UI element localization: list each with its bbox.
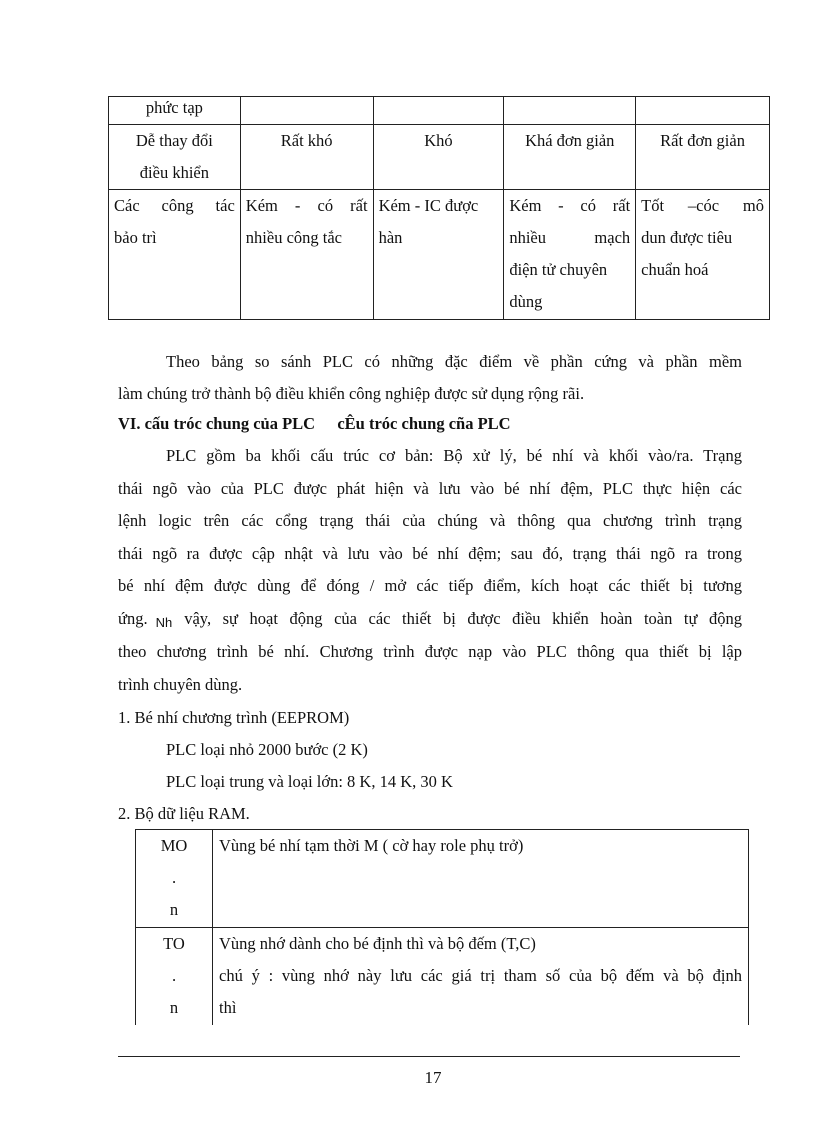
paragraph-intro — [118, 346, 742, 410]
text-line: PLC gồm ba khối cấu trúc cơ bản: Bộ xử lý, bé nhí và khối vào/ra. Trạng — [166, 446, 742, 465]
table-cell — [240, 190, 373, 320]
section-title: 1. Bé nhí chương trình (EEPROM) — [118, 708, 350, 727]
text-fragment: vậy, sự hoạt động của các thiết bị được điều khiển hoàn toàn tự động — [184, 608, 742, 628]
section-program-memory — [118, 702, 453, 798]
list-item: PLC loại nhỏ 2000 bước (2 K) — [166, 740, 368, 759]
table-cell — [240, 97, 373, 125]
page-number: 17 — [424, 1068, 442, 1087]
cell-line: TO — [163, 934, 185, 953]
cell-line: nhiều mạch — [509, 228, 631, 247]
text-line — [118, 603, 742, 637]
cell-line: Kém - có rất — [509, 196, 631, 215]
table-row — [109, 125, 770, 190]
cell-line: n — [169, 900, 179, 919]
table-row-label — [109, 190, 241, 320]
cell-line: Dễ thay đổi — [135, 131, 213, 150]
cell-line: MO — [160, 836, 188, 855]
cell-line: Kém - có rất — [245, 196, 368, 215]
text-line: thái ngõ vào của PLC được phát hiện và lưu vào bé nhí đệm, PLC thực hiện các — [118, 478, 742, 498]
cell-line: . — [171, 966, 177, 985]
section-heading — [118, 411, 511, 437]
cell-line: bảo trì — [114, 228, 157, 247]
ram-code-cell — [136, 928, 213, 1026]
text-line: trình chuyên dùng. — [118, 674, 243, 694]
text-line: làm chúng trở thành bộ điều khiển công nghiệp được sử dụng rộng rãi. — [118, 384, 585, 403]
table-row — [109, 190, 770, 320]
table-row — [136, 830, 749, 928]
table-cell — [373, 190, 504, 320]
ram-table-wrapper — [135, 829, 749, 1025]
text-line: theo chương trình bé nhí. Chương trình được nạp vào PLC thông qua thiết bị lập — [118, 642, 742, 661]
table-cell: Rất đơn giản — [636, 125, 770, 190]
table-row — [136, 928, 749, 1026]
cell-line: điện tử chuyên — [509, 260, 608, 279]
text-line: Theo bảng so sánh PLC có những đặc điểm về phần cứng và phần mềm — [166, 352, 742, 371]
cell-line: Kém - IC được — [378, 196, 479, 215]
ram-code-cell — [136, 830, 213, 928]
text-line: lệnh logic trên các cổng trạng thái của chúng và thông qua chương trình trạng — [118, 511, 742, 530]
list-item: PLC loại trung và loại lớn: 8 K, 14 K, 30 K — [166, 772, 453, 791]
table-cell: phức tạp — [109, 97, 241, 125]
cell-line: điều khiển — [139, 163, 209, 182]
table-cell — [504, 97, 636, 125]
ram-table — [135, 829, 749, 1025]
comparison-table — [108, 96, 770, 320]
table-row-label — [109, 125, 241, 190]
cell-line: chuẩn hoá — [641, 260, 709, 279]
text-line: thái ngõ ra được cập nhật và lưu vào bé nhí đệm; sau đó, trạng thái ngõ ra trong — [118, 543, 742, 563]
text-fragment: Nh — [155, 614, 173, 630]
ram-desc-cell — [213, 928, 749, 1026]
table-cell — [504, 190, 636, 320]
table-cell: Khá đơn giản — [504, 125, 636, 190]
cell-line: hàn — [378, 228, 403, 247]
heading-text: VI. cấu tróc chung của PLC — [118, 414, 316, 433]
text-fragment: ứng. — [118, 608, 148, 628]
cell-line: n — [169, 998, 179, 1017]
cell-line: nhiều công tắc — [245, 228, 342, 247]
cell-line: thì — [219, 998, 237, 1017]
table-cell: Rất khó — [240, 125, 373, 190]
cell-line: Vùng nhớ dành cho bé định thì và bộ đếm (T,C) — [219, 934, 536, 953]
section-ram-title: 2. Bộ dữ liệu RAM. — [118, 804, 250, 823]
text-line: bé nhí đệm được dùng để đóng / mở các tiếp điểm, kích hoạt các thiết bị tương — [118, 576, 742, 595]
footer-rule — [118, 1056, 740, 1057]
table-row — [109, 97, 770, 125]
cell-line: Các công tác — [114, 196, 235, 215]
table-cell: Khó — [373, 125, 504, 190]
paragraph-structure — [118, 440, 742, 701]
cell-line: Vùng bé nhí tạm thời M ( cờ hay role phụ trở) — [219, 836, 524, 855]
cell-line: dùng — [509, 292, 543, 311]
table-cell — [636, 190, 770, 320]
table-cell — [373, 97, 504, 125]
ram-desc-cell — [213, 830, 749, 928]
cell-line: chú ý : vùng nhớ này lưu các giá trị tham số của bộ đếm và bộ định — [219, 966, 742, 985]
cell-line: . — [171, 868, 177, 887]
cell-line: Tốt –cóc mô — [641, 196, 764, 215]
cell-line: dun được tiêu — [641, 228, 733, 247]
heading-duplicate-text: cÊu tróc chung cña PLC — [337, 414, 511, 433]
table-cell — [636, 97, 770, 125]
